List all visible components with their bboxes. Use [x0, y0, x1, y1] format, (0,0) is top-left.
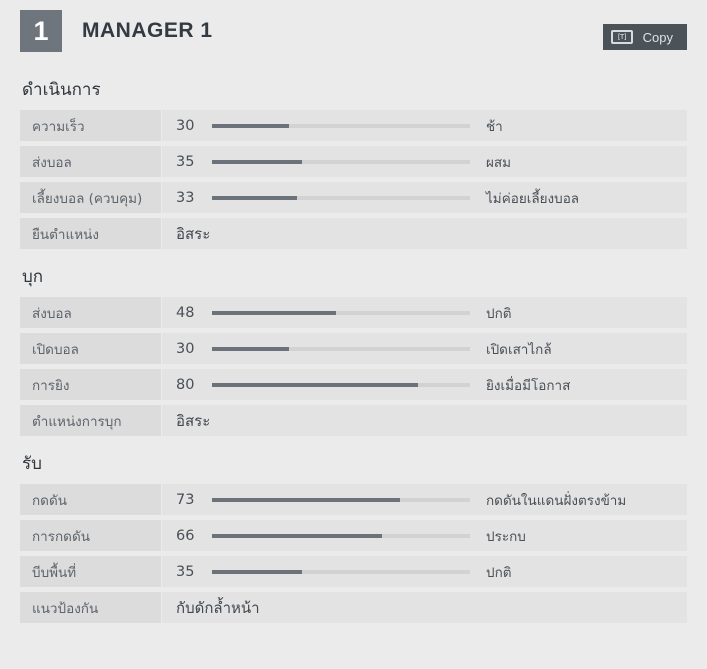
- tactic-row-value: 30: [176, 340, 195, 357]
- tactic-row[interactable]: [20, 369, 687, 400]
- tactic-row-value: 48: [176, 304, 195, 321]
- tactic-row-description: ปกติ: [486, 305, 512, 322]
- tactic-row-body: [162, 333, 687, 364]
- tactic-slider-fill: [212, 383, 418, 387]
- tactic-row-body: [162, 405, 687, 436]
- page-title: MANAGER 1: [82, 19, 213, 42]
- copy-button-label: Copy: [642, 29, 673, 45]
- tactic-row-value: 80: [176, 376, 195, 393]
- tactic-row-body: [162, 297, 687, 328]
- tactic-row-value: 33: [176, 189, 195, 206]
- copy-icon-glyph: [T]: [616, 32, 627, 41]
- tactic-row[interactable]: [20, 484, 687, 515]
- tactic-row-text: อิสระ: [176, 411, 211, 430]
- tactic-row-body: [162, 520, 687, 551]
- tactic-row-label: ตำแหน่งการบุก: [20, 405, 162, 436]
- copy-icon: [611, 30, 633, 44]
- tactic-slider-track[interactable]: [212, 196, 470, 200]
- tactic-row-label: ความเร็ว: [20, 110, 162, 141]
- manager-number-badge: 1: [20, 10, 62, 52]
- tactic-row[interactable]: [20, 333, 687, 364]
- footer-spacer: [0, 650, 707, 669]
- tactic-row[interactable]: [20, 110, 687, 141]
- tactic-slider-fill: [212, 347, 289, 351]
- tactic-slider-track[interactable]: [212, 311, 470, 315]
- tactic-slider-track[interactable]: [212, 160, 470, 164]
- tactic-slider-fill: [212, 124, 289, 128]
- tactic-slider-fill: [212, 160, 302, 164]
- tactic-row[interactable]: [20, 405, 687, 436]
- tactic-row-body: [162, 592, 687, 623]
- tactic-row-text: อิสระ: [176, 224, 211, 243]
- tactic-row-text: กับดักล้ำหน้า: [176, 598, 260, 617]
- tactic-slider-fill: [212, 311, 336, 315]
- tactic-row-value: 35: [176, 153, 195, 170]
- tactic-row-label: แนวป้องกัน: [20, 592, 162, 623]
- tactic-row-label: บีบพื้นที่: [20, 556, 162, 587]
- tactics-section: [0, 450, 707, 623]
- tactic-row-body: [162, 484, 687, 515]
- tactic-row-label: ยืนตำแหน่ง: [20, 218, 162, 249]
- tactic-slider-track[interactable]: [212, 383, 470, 387]
- tactic-slider-fill: [212, 196, 297, 200]
- section-title: บุก: [22, 267, 44, 287]
- copy-button[interactable]: [603, 24, 687, 50]
- tactic-row[interactable]: [20, 218, 687, 249]
- tactics-section: [0, 76, 707, 249]
- tactic-row-label: ส่งบอล: [20, 297, 162, 328]
- tactic-row[interactable]: [20, 182, 687, 213]
- tactic-slider-fill: [212, 534, 382, 538]
- tactic-row-body: [162, 146, 687, 177]
- tactic-row-label: เลี้ยงบอล (ควบคุม): [20, 182, 162, 213]
- tactic-row[interactable]: [20, 520, 687, 551]
- tactic-row[interactable]: [20, 592, 687, 623]
- tactic-row-description: ผสม: [486, 154, 512, 171]
- tactic-row-description: ปกติ: [486, 564, 512, 581]
- tactic-slider-track[interactable]: [212, 347, 470, 351]
- tactic-row-label: การกดดัน: [20, 520, 162, 551]
- tactic-row-value: 73: [176, 491, 195, 508]
- tactic-slider-fill: [212, 570, 302, 574]
- header: [0, 0, 707, 62]
- tactic-row-label: เปิดบอล: [20, 333, 162, 364]
- tactic-row-body: [162, 218, 687, 249]
- tactic-row-label: กดดัน: [20, 484, 162, 515]
- tactic-row-value: 66: [176, 527, 195, 544]
- tactic-row-description: ประกบ: [486, 528, 526, 545]
- tactic-row-body: [162, 369, 687, 400]
- tactic-row-body: [162, 110, 687, 141]
- tactic-row[interactable]: [20, 556, 687, 587]
- tactic-row[interactable]: [20, 146, 687, 177]
- tactic-row-label: ส่งบอล: [20, 146, 162, 177]
- tactic-slider-track[interactable]: [212, 498, 470, 502]
- tactic-slider-fill: [212, 498, 400, 502]
- tactic-slider-track[interactable]: [212, 534, 470, 538]
- section-title: ดำเนินการ: [22, 80, 101, 100]
- tactic-row-body: [162, 556, 687, 587]
- tactic-row-description: เปิดเสาไกล้: [486, 341, 552, 358]
- tactic-row-value: 35: [176, 563, 195, 580]
- tactic-row-description: ไม่ค่อยเลี้ยงบอล: [486, 190, 580, 207]
- tactic-slider-track[interactable]: [212, 570, 470, 574]
- tactic-row[interactable]: [20, 297, 687, 328]
- tactic-row-label: การยิง: [20, 369, 162, 400]
- tactic-row-description: กดดันในแดนฝั่งตรงข้าม: [486, 492, 627, 509]
- tactic-row-description: ช้า: [486, 118, 503, 135]
- tactics-section: [0, 263, 707, 436]
- tactic-row-value: 30: [176, 117, 195, 134]
- sections-container: [0, 76, 707, 623]
- section-title: รับ: [22, 454, 42, 474]
- tactic-row-description: ยิงเมื่อมีโอกาส: [486, 377, 571, 394]
- tactic-slider-track[interactable]: [212, 124, 470, 128]
- tactic-row-body: [162, 182, 687, 213]
